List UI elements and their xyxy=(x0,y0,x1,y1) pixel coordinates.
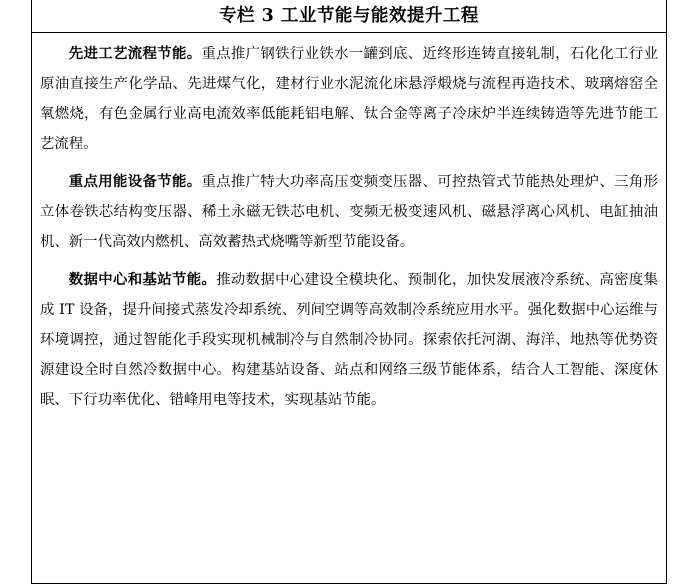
paragraph-datacenter-energy-saving xyxy=(40,265,658,415)
column-box xyxy=(31,0,667,584)
paragraph-lead: 数据中心和基站节能。 xyxy=(68,271,217,288)
paragraph-equipment-energy-saving xyxy=(40,167,658,257)
paragraph-body: 推动数据中心建设全模块化、预制化，加快发展液冷系统、高密度集成 IT 设备，提升间接式蒸发冷却系统、列间空调等高效制冷系统应用水平。强化数据中心运维与环境调控，通过智能化手段实现机械制冷与自然制冷协同。探索依托河湖、海洋、地热等优势资源建设全时自然冷数据中心。构建基站设备、站点和网络三级节能体系，结合人工智能、深度休眠、下行功率优化、错峰用电等技术，实现基站节能。 xyxy=(40,272,658,408)
column-content xyxy=(32,33,666,415)
paragraph-lead: 先进工艺流程节能。 xyxy=(68,45,202,62)
paragraph-body: 重点推广钢铁行业铁水一罐到底、近终形连铸直接轧制，石化化工行业原油直接生产化学品、先进煤气化，建材行业水泥流化床悬浮煅烧与流程再造技术、玻璃熔窑全氧燃烧，有色金属行业高电流效率低能耗铝电解、钛合金等离子冷床炉半连续铸造等先进节能工艺流程。 xyxy=(40,46,658,152)
paragraph-lead: 重点用能设备节能。 xyxy=(68,173,202,190)
paragraph-process-energy-saving xyxy=(40,39,658,159)
paragraph-body: 重点推广特大功率高压变频变压器、可控热管式节能热处理炉、三角形立体卷铁芯结构变压器、稀土永磁无铁芯电机、变频无极变速风机、磁悬浮离心风机、电缸抽油机、新一代高效内燃机、高效蓄热式烧嘴等新型节能设备。 xyxy=(40,174,658,250)
column-title: 专栏 3 工业节能与能效提升工程 xyxy=(32,0,666,33)
